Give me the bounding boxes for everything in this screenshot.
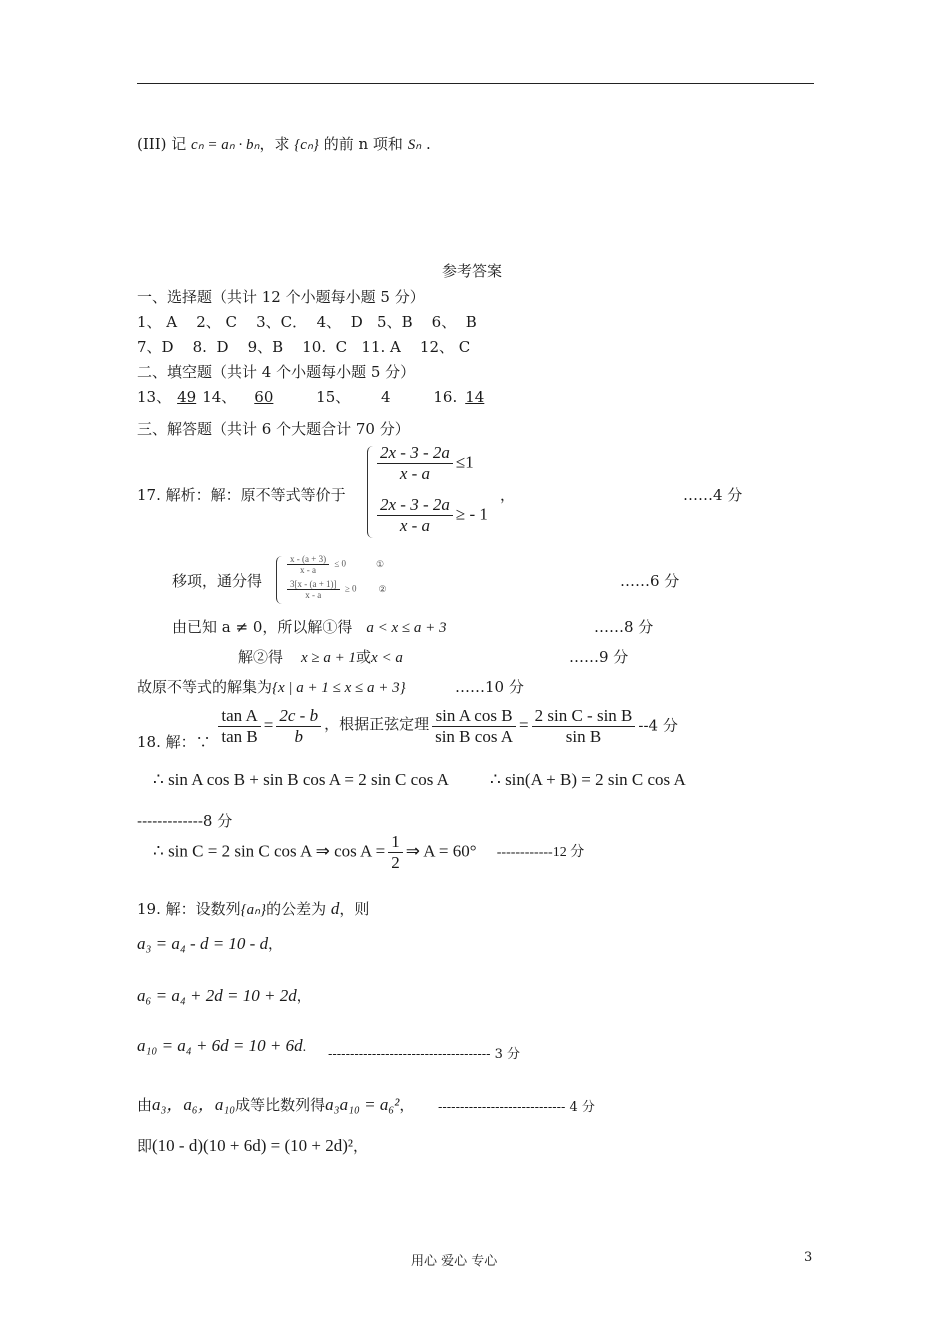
q17-small-brace (276, 556, 283, 604)
part3-mid: ，求 (259, 135, 290, 153)
q18-line-2b: ∴ sin(A + B) = 2 sin C cos A (490, 770, 686, 789)
section-3-heading: 三、解答题（共计 6 个大题合计 70 分） (137, 420, 410, 438)
q18-line-1: 18. 解：∵ $\frac{\text{tan A}}{\text{tan B}}$ = $\frac{2c - b}{b}$ ，根据正弦定理 $\frac{\text{sin A cos B}}{\text{sin B cos A}}$ = $\frac{\text{2 sin C - sin B}}{\text{sin B}}$ --4 分 (137, 706, 678, 751)
part3-sum: Sₙ (407, 137, 422, 153)
q19-label: 19. 解：设数列{aₙ}的公差为 d，则 (137, 899, 370, 918)
q17-step5: 故原不等式的解集为{x | a + 1 ≤ x ≤ a + 3} (137, 678, 406, 696)
q19-score-3: ------------------------------------- 3 分 (328, 1047, 521, 1062)
q17-system-row-2: $\frac{3[x - (a + 1)]}{x - a}$ ≥ 0 ② (284, 579, 387, 600)
section-1-heading: 一、选择题（共计 12 个小题每小题 5 分） (137, 288, 425, 306)
header-rule (137, 83, 814, 84)
fill-13: 49 (177, 388, 197, 406)
q17-step4: 解②得 x ≥ a + 1或x < a (238, 648, 403, 666)
q17-system-row-1: $\frac{x - (a + 3)}{x - a}$ ≤ 0 ① (284, 554, 384, 575)
part3-seq: {cₙ} (294, 137, 319, 153)
q17-score-2: ……6 分 (620, 572, 680, 590)
part3-tail: 的前 n 项和 (323, 135, 403, 153)
fill-answers-row: 13、 49 14、 60 15、 4 16. 14 (137, 386, 500, 407)
q17-comma: ， (500, 486, 516, 504)
q17-ineq-1: $\frac{2x - 3 - 2a}{x - a}$ ≤1 (374, 443, 474, 484)
q19-eq-5: 即(10 - d)(10 + 6d) = (10 + 2d)²， (137, 1136, 369, 1155)
q17-score-1: ……4 分 (683, 486, 743, 504)
choices-row-2: 7、D 8. D 9、B 10. C 11. A 12、 C (137, 338, 471, 356)
q18-line-3: -------------8 分 (137, 812, 233, 830)
q19-eq-1: a₃ = a₄ - d = 10 - d， (137, 934, 283, 953)
q17-score-4: ……9 分 (569, 648, 629, 666)
q19-eq-3: a₁₀ = a₄ + 6d = 10 + 6d. (137, 1036, 307, 1055)
q17-score-3: ……8 分 (594, 618, 654, 636)
q18-line-4: ∴ sin C = 2 sin C cos A ⇒ cos A = $\frac{1}{2}$ ⇒ A = 60° ------------12 分 (153, 832, 585, 872)
part3-line (137, 133, 431, 154)
fill-15: 4 (381, 388, 391, 406)
answers-title: 参考答案 (442, 262, 503, 280)
q19-eq-4: 由a₃，a₆，a₁₀成等比数列得a₃a₁₀ = a₆²， (137, 1095, 415, 1114)
q18-line-2a: ∴ sin A cos B + sin B cos A = 2 sin C cos A (153, 770, 449, 789)
choices-row-1: 1、 A 2、 C 3、C． 4、 D 5、B 6、 B (137, 313, 477, 331)
part3-prefix: (III) 记 (137, 135, 187, 153)
part3-formula: cₙ = aₙ · bₙ (191, 137, 260, 153)
q17-step3: 由已知 a ≠ 0，所以解①得 a < x ≤ a + 3 (172, 618, 447, 636)
section-2-heading: 二、填空题（共计 4 个小题每小题 5 分） (137, 363, 416, 381)
fill-14: 60 (254, 388, 274, 406)
fill-16: 14 (465, 388, 485, 406)
part3-end: . (425, 135, 431, 153)
q17-ineq-2: $\frac{2x - 3 - 2a}{x - a}$ ≥ - 1 (374, 495, 488, 536)
page-number: 3 (804, 1250, 813, 1265)
q19-eq-2: a₆ = a₄ + 2d = 10 + 2d， (137, 986, 311, 1005)
q19-score-4: ----------------------------- 4 分 (438, 1100, 595, 1115)
q17-score-5: ……10 分 (455, 678, 524, 696)
q17-step2-label: 移项，通分得 (172, 572, 263, 590)
q17-label: 17. 解析：解：原不等式等价于 (137, 486, 346, 504)
footer-motto: 用心 爱心 专心 (411, 1254, 498, 1269)
